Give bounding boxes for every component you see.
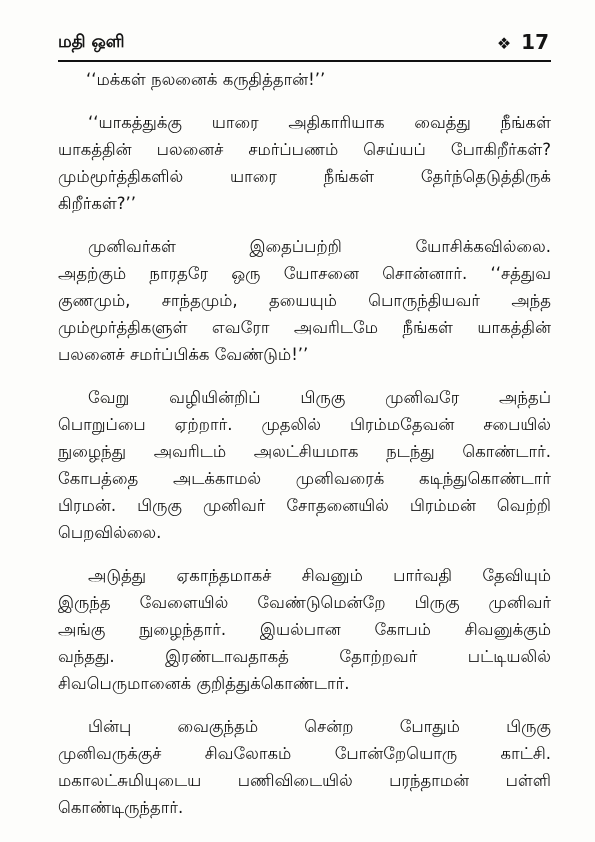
page-number-group [497,30,549,54]
text-line: அதற்கும் நாரதரே ஒரு யோசனை சொன்னார். ‘‘சத்துவ [58,264,551,283]
text-line: முனிவருக்குச் சிவலோகம் போன்றேயொரு காட்சி. [58,744,551,763]
paragraph-4 [58,384,551,546]
text-line: நுழைந்து அவரிடம் அலட்சியமாக நடந்து கொண்டார். [58,442,551,461]
paragraph-3 [58,233,551,368]
body-text [58,66,551,837]
paragraph-2 [58,109,551,217]
page-number: 17 [521,30,549,54]
page-header [58,30,551,62]
text-line: ‘‘யாகத்துக்கு யாரை அதிகாரியாக வைத்து நீங்கள் [88,113,551,132]
paragraph-1 [58,66,551,93]
text-line: அங்கு நுழைந்தார். இயல்பான கோபம் சிவனுக்கும் [58,620,551,639]
text-line: கிறீர்கள்?’’ [58,194,137,213]
text-line: முனிவர்கள் இதைப்பற்றி யோசிக்கவில்லை. [88,237,551,256]
paragraph-5 [58,562,551,697]
text-line: சிவபெருமானைக் குறித்துக்கொண்டார். [58,674,350,693]
text-line: கோபத்தை அடக்காமல் முனிவரைக் கடிந்துகொண்டார் [58,469,551,488]
text-line: மகாலட்சுமியுடைய பணிவிடையில் பரந்தாமன் பள்ளி [58,771,551,790]
text-line: பொறுப்பை ஏற்றார். முதலில் பிரம்மதேவன் சபையில் [58,415,551,434]
text-line: ‘‘மக்கள் நலனைக் கருதித்தான்!’’ [86,70,326,89]
text-line: வேறு வழியின்றிப் பிருகு முனிவரே அந்தப் [88,388,551,407]
text-line: இருந்த வேளையில் வேண்டுமென்றே பிருகு முனிவர் [58,593,551,612]
text-line: பலனைச் சமர்ப்பிக்க வேண்டும்!’’ [58,345,309,364]
text-line: குணமும், சாந்தமும், தயையும் பொருந்தியவர் அந்த [58,291,551,310]
text-line: பின்பு வைகுந்தம் சென்ற போதும் பிருகு [88,717,551,736]
text-line: கொண்டிருந்தார். [58,798,184,817]
paragraph-6 [58,713,551,821]
text-line: பிரமன். பிருகு முனிவர் சோதனையில் பிரம்மன் வெற்றி [58,496,551,515]
running-title: மதி ஒளி [58,32,125,52]
text-line: யாகத்தின் பலனைச் சமர்ப்பணம் செய்யப் போகிறீர்கள்? [58,140,551,159]
text-line: மும்மூர்த்திகளில் யாரை நீங்கள் தேர்ந்தெடுத்திருக் [58,167,551,186]
ornament-icon: ❖ [496,34,512,53]
text-line: பெறவில்லை. [58,523,162,542]
text-line: அடுத்து ஏகாந்தமாகச் சிவனும் பார்வதி தேவியும் [88,566,551,585]
text-line: மும்மூர்த்திகளுள் எவரோ அவரிடமே நீங்கள் யாகத்தின் [58,318,551,337]
text-line: வந்தது. இரண்டாவதாகத் தோற்றவர் பட்டியலில் [58,647,551,666]
